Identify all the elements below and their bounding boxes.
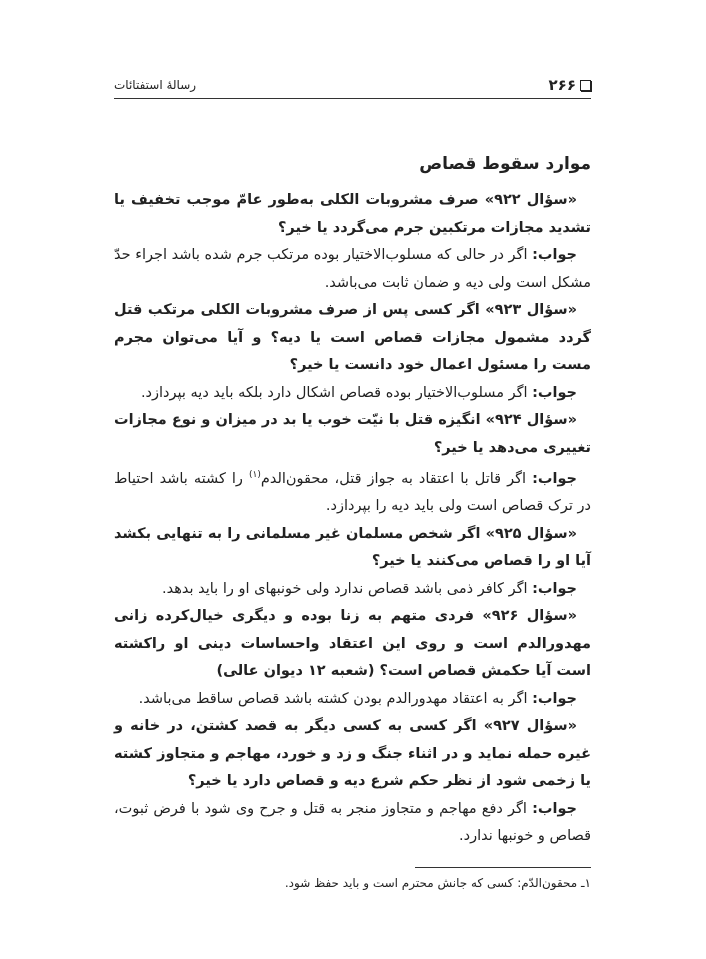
content-body [114, 187, 591, 851]
answer-label: جواب: [532, 690, 577, 707]
section-title: موارد سقوط قصاص [419, 154, 591, 174]
answer-922 [114, 242, 591, 297]
question-924: «سؤال ۹۲۴» انگیزه قتل با نیّت خوب یا بد در میزان و نوع مجازات تغییری می‌دهد یا خیر؟ [114, 412, 591, 456]
running-title: رسالۀ استفتائات [114, 78, 197, 92]
answer-text: اگر به اعتقاد مهدورالدم بودن کشته باشد قصاص ساقط می‌باشد. [138, 690, 533, 707]
answer-label: جواب: [532, 800, 577, 817]
question-925: «سؤال ۹۲۵» اگر شخص مسلمان غیر مسلمانی را به تنهایی بکشد آیا او را قصاص می‌کنند یا خیر؟ [114, 525, 591, 570]
answer-text: اگر کافر ذمی باشد قصاص ندارد ولی خونبهای او را باید بدهد. [162, 580, 533, 597]
answer-text: اگر مسلوب‌الاختیار بوده قصاص اشکال دارد بلکه باید دیه بپردازد. [140, 384, 533, 401]
answer-label: جواب: [532, 580, 577, 597]
answer-926 [114, 686, 591, 714]
answer-text: اگر دفع مهاجم و متجاوز منجر به قتل و جرح وی شود با فرض ثبوت، قصاص و خونبها ندارد. [114, 800, 591, 845]
page-number: ۲۶۶ [548, 76, 576, 94]
answer-927 [114, 796, 591, 851]
answer-label: جواب: [532, 247, 577, 263]
footnote-divider [415, 867, 591, 868]
footnote: ۱ـ محقون‌الدّم: کسی که جانش محترم است و باید حفظ شود. [284, 875, 591, 890]
document-page [114, 70, 591, 902]
answer-925 [114, 576, 591, 604]
answer-label: جواب: [532, 384, 577, 401]
question-922: «سؤال ۹۲۲» صرف مشروبات الکلی به‌طور عامّ موجب تخفیف یا تشدید مجازات مرتکبین جرم می‌گردد یا خیر؟ [114, 192, 591, 236]
question-923: «سؤال ۹۲۳» اگر کسی پس از صرف مشروبات الکلی مرتکب قتل گردد مشمول مجازات قصاص است یا دیه؟ و آیا می‌توان مجرم مست را مسئول اعمال خود دانست یا خیر؟ [114, 302, 591, 373]
answer-text: اگر در حالی که مسلوب‌الاختیار بوده مرتکب جرم شده باشد اجراء حدّ مشکل است ولی دیه و ضمان ثابت می‌باشد. [114, 247, 591, 291]
square-bullet-icon [580, 80, 591, 91]
question-926: «سؤال ۹۲۶» فردی متهم به زنا بوده و دیگری خیال‌کرده زانی مهدورالدم است و روی این اعتقاد واحساسات دینی او راکشته است آیا حکمش قصاص است؟ (شعبه ۱۲ دیوان عالی) [114, 608, 591, 680]
answer-text-part-2: را کشته باشد احتیاط در ترک قصاص است ولی باید دیه را بپردازد. [114, 470, 591, 515]
answer-923 [114, 380, 591, 408]
question-927: «سؤال ۹۲۷» اگر کسی به کسی دیگر به قصد کشتن، در خانه و غیره حمله نماید و در اثناء جنگ و زد و خورد، مهاجم و متجاوز کشته یا زخمی شود از نظر حکم شرع دیه و قصاص دارد یا خیر؟ [114, 718, 591, 790]
footnote-reference: (۱) [248, 470, 261, 480]
answer-924 [114, 462, 591, 521]
answer-text-part-1: اگر قاتل با اعتقاد به جواز قتل، محقون‌الدم [260, 470, 533, 487]
page-header [114, 70, 591, 99]
answer-label: جواب: [532, 470, 577, 487]
page-number-block [549, 76, 591, 94]
